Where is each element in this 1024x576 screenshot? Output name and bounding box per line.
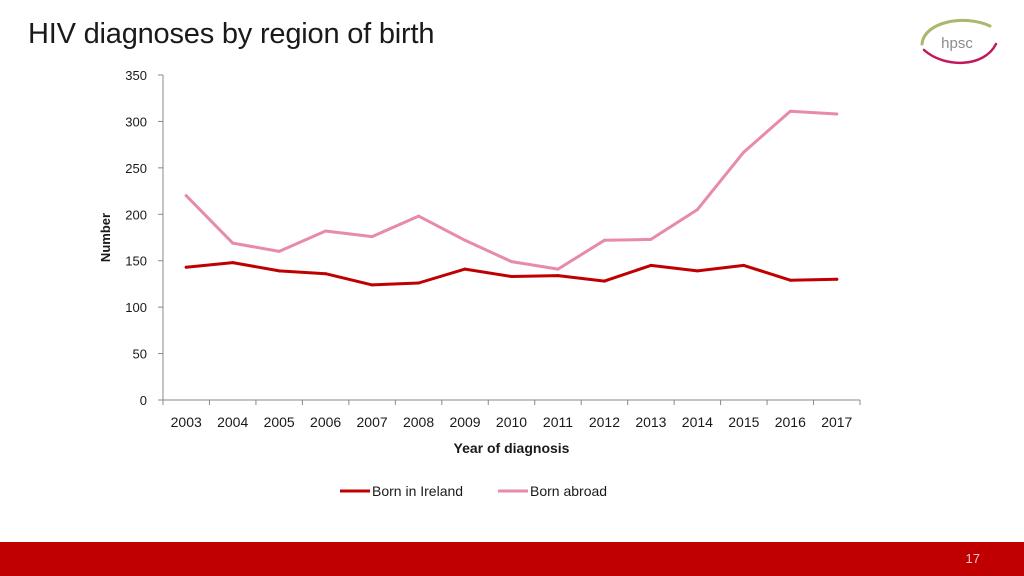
x-tick-label: 2005 — [263, 414, 295, 430]
x-tick-label: 2016 — [774, 414, 806, 430]
legend-label: Born in Ireland — [372, 483, 464, 499]
chart-series — [185, 110, 839, 287]
y-tick-label: 300 — [125, 114, 147, 130]
data-point — [371, 283, 374, 286]
logo-text: hpsc — [941, 35, 973, 52]
data-point — [789, 279, 792, 282]
data-point — [742, 151, 745, 154]
x-tick-label: 2008 — [402, 414, 435, 430]
data-point — [417, 215, 420, 218]
data-point — [789, 110, 792, 113]
legend-label: Born abroad — [530, 483, 608, 499]
footer-bar — [0, 542, 1024, 576]
x-tick-label: 2012 — [588, 414, 621, 430]
y-axis-label: Number — [98, 212, 113, 263]
data-point — [371, 235, 374, 238]
x-tick-label: 2015 — [728, 414, 760, 430]
x-tick-label: 2010 — [495, 414, 528, 430]
x-tick-label: 2009 — [449, 414, 481, 430]
x-axis-ticks — [163, 400, 860, 430]
data-point — [835, 278, 838, 281]
data-point — [185, 194, 188, 197]
data-point — [556, 268, 559, 271]
page-title: HIV diagnoses by region of birth — [28, 18, 435, 50]
x-tick-label: 2011 — [542, 414, 574, 430]
x-tick-label: 2004 — [217, 414, 249, 430]
x-tick-label: 2003 — [170, 414, 202, 430]
data-point — [464, 268, 467, 271]
y-tick-label: 150 — [125, 253, 147, 269]
data-point — [278, 269, 281, 272]
data-point — [510, 275, 513, 278]
data-point — [649, 264, 652, 267]
data-point — [696, 269, 699, 272]
data-point — [603, 239, 606, 242]
x-tick-label: 2014 — [681, 414, 713, 430]
page-number: 17 — [965, 551, 980, 566]
y-axis-ticks — [125, 68, 163, 408]
chart-legend — [340, 483, 607, 499]
data-point — [324, 230, 327, 233]
y-tick-label: 350 — [125, 68, 147, 83]
y-tick-label: 50 — [132, 346, 147, 362]
data-point — [556, 274, 559, 277]
x-tick-label: 2017 — [821, 414, 853, 430]
data-point — [464, 239, 467, 242]
data-point — [696, 208, 699, 211]
data-point — [742, 264, 745, 267]
data-point — [185, 266, 188, 269]
x-tick-label: 2007 — [356, 414, 388, 430]
data-point — [603, 280, 606, 283]
y-tick-label: 0 — [139, 393, 147, 408]
data-point — [278, 250, 281, 253]
y-tick-label: 250 — [125, 160, 147, 176]
x-tick-label: 2006 — [310, 414, 342, 430]
series-line-born-in-ireland — [186, 263, 837, 285]
data-point — [231, 242, 234, 245]
data-point — [231, 261, 234, 264]
data-point — [324, 272, 327, 275]
x-axis-label: Year of diagnosis — [453, 440, 570, 456]
chart-axes — [163, 75, 860, 400]
y-tick-label: 100 — [125, 300, 147, 316]
data-point — [510, 260, 513, 263]
x-tick-label: 2013 — [635, 414, 667, 430]
data-point — [649, 238, 652, 241]
data-point — [835, 113, 838, 116]
data-point — [417, 282, 420, 285]
series-line-born-abroad — [186, 111, 837, 269]
y-tick-label: 200 — [125, 207, 147, 223]
